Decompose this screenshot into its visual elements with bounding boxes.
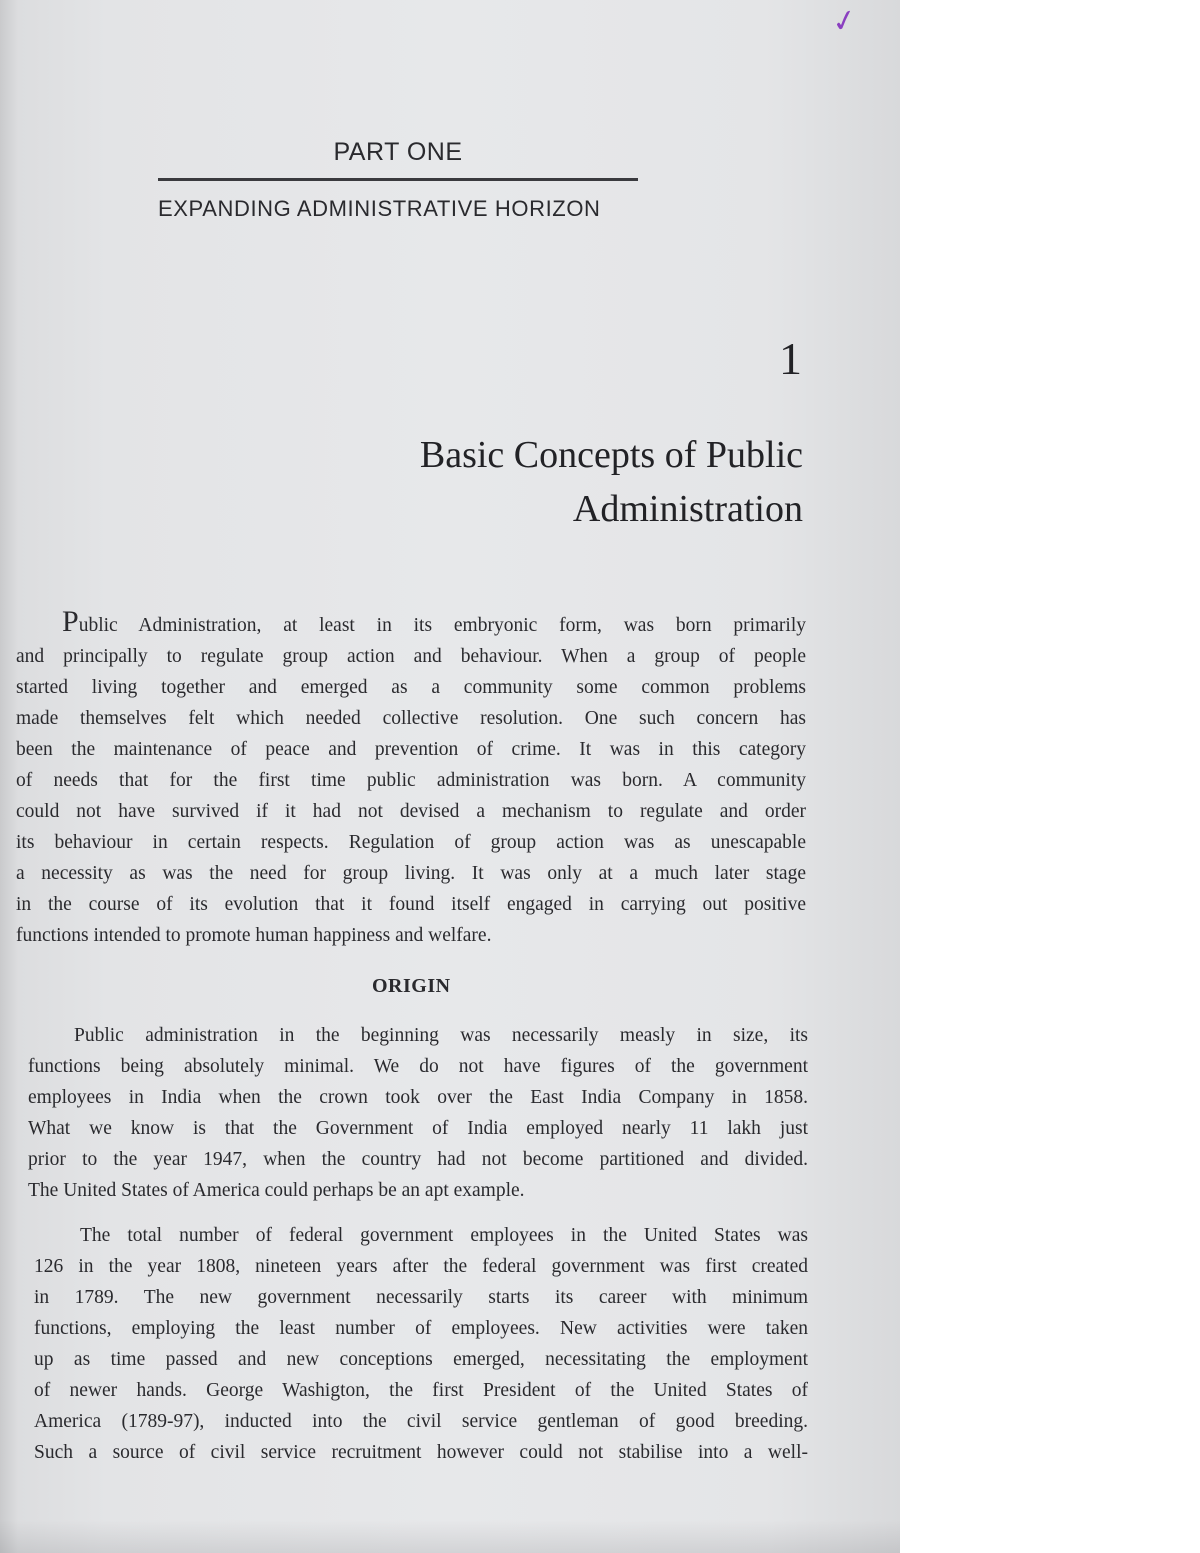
chapter-title (340, 428, 803, 536)
chapter-title-line-1: Basic Concepts of Public (419, 434, 803, 476)
chapter-number: 1 (779, 333, 802, 384)
text-line: made themselves felt which needed collective resolution. One such concern has (16, 708, 806, 729)
page-edge-shadow (0, 1520, 900, 1553)
text-line: America (1789-97), inducted into the civil service gentleman of good breeding. (34, 1411, 808, 1432)
text-line: up as time passed and new conceptions emerged, necessitating the employment (34, 1349, 808, 1370)
paragraph-intro (16, 606, 806, 951)
text-line: functions being absolutely minimal. We do not have figures of the government (28, 1056, 808, 1077)
part-title: PART ONE (333, 138, 463, 166)
text-line: of needs that for the first time public administration was born. A community (16, 770, 806, 791)
text-line: prior to the year 1947, when the country had not become partitioned and divided. (28, 1149, 808, 1170)
paragraph-origin-1 (28, 1020, 808, 1206)
text-line: could not have survived if it had not devised a mechanism to regulate and order (16, 801, 806, 822)
text-line: and principally to regulate group action and behaviour. When a group of people (16, 646, 806, 667)
text-line: in 1789. The new government necessarily starts its career with minimum (34, 1287, 808, 1308)
text-line: 126 in the year 1808, nineteen years after the federal government was first created (34, 1256, 808, 1277)
text-line: Such a source of civil service recruitment however could not stabilise into a well- (34, 1442, 808, 1463)
part-subtitle: EXPANDING ADMINISTRATIVE HORIZON (158, 196, 601, 221)
drop-cap: P (62, 605, 79, 638)
part-divider (158, 178, 638, 181)
section-heading-origin: ORIGIN (372, 975, 451, 997)
text-line: started living together and emerged as a community some common problems (16, 677, 806, 698)
text-line: in the course of its evolution that it found itself engaged in carrying out positive (16, 894, 806, 915)
text-line: The United States of America could perhaps be an apt example. (28, 1180, 525, 1201)
text-line: functions, employing the least number of employees. New activities were taken (34, 1318, 808, 1339)
text-line: What we know is that the Government of India employed nearly 11 lakh just (28, 1118, 808, 1139)
text-line: The total number of federal government employees in the United States was (80, 1225, 808, 1246)
text-line: Public Administration, at least in its embryonic form, was born primarily (62, 605, 806, 638)
text-line: been the maintenance of peace and prevention of crime. It was in this category (16, 739, 806, 760)
text-line: functions intended to promote human happiness and welfare. (16, 925, 492, 946)
text-line: of newer hands. George Washigton, the first President of the United States of (34, 1380, 808, 1401)
text-line: employees in India when the crown took over the East India Company in 1858. (28, 1087, 808, 1108)
text-line: Public administration in the beginning was necessarily measly in size, its (74, 1025, 808, 1046)
chapter-title-line-2: Administration (572, 488, 803, 530)
checkmark-icon: ✓ (828, 1, 861, 42)
text-line: its behaviour in certain respects. Regulation of group action was as unescapable (16, 832, 806, 853)
text-line: a necessity as was the need for group living. It was only at a much later stage (16, 863, 806, 884)
paragraph-origin-2 (34, 1220, 808, 1468)
